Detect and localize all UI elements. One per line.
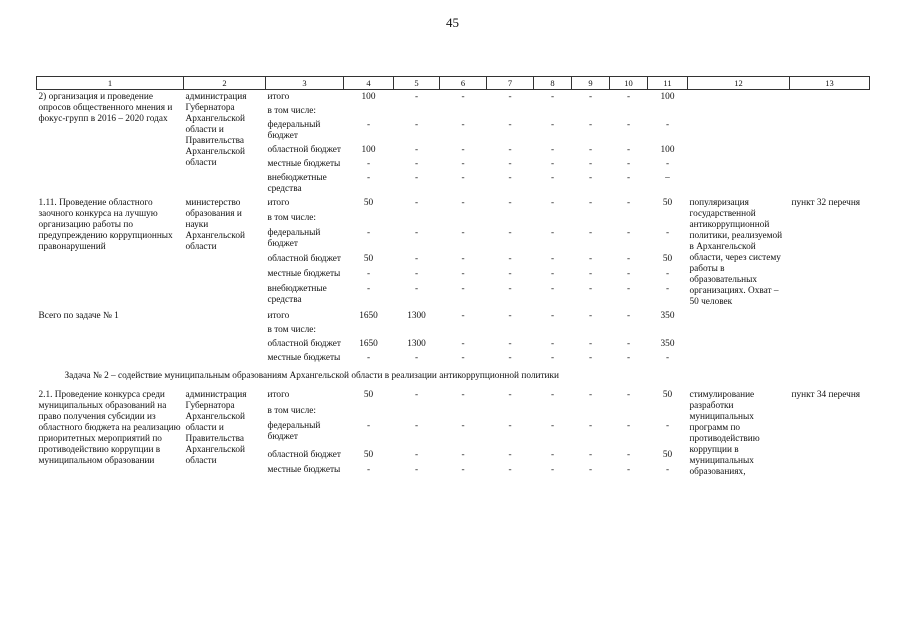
amount-cell [487,323,534,337]
amount-cell: 350 [660,339,675,349]
amount-cell: - [461,92,465,102]
amount-cell: - [508,311,512,321]
amount-cell: 1650 [359,311,378,321]
amount-cell: - [665,421,670,432]
measure-name: Всего по задаче № 1 [38,311,119,321]
amount-cell: - [508,198,512,208]
amount-cell: 50 [662,449,673,460]
amount-cell: - [550,421,555,432]
amount-cell: - [588,120,593,130]
amount-cell: - [588,390,593,400]
amount-cell: 100 [361,145,376,155]
amount-cell: - [414,449,419,460]
executor: министерство образования и науки Архангельской области [185,198,245,252]
amount-cell [487,211,534,226]
funding-source: местные бюджеты [267,353,341,363]
column-number: 7 [487,77,534,90]
amount-cell: - [550,465,555,476]
amount-cell [440,323,487,337]
amount-cell: - [508,353,512,363]
amount-cell: - [508,465,512,476]
column-number: 3 [266,77,344,90]
amount-cell: - [508,227,512,238]
column-number: 6 [440,77,487,90]
amount-cell [610,323,648,337]
amount-cell: - [665,269,670,280]
amount-cell: - [626,390,631,400]
amount-cell: - [508,269,512,280]
amount-cell: 1300 [407,311,426,321]
amount-cell [440,211,487,226]
amount-cell [487,404,534,420]
amount-cell: - [588,145,593,155]
amount-cell [440,104,487,118]
amount-cell [534,211,572,226]
amount-cell: - [588,449,593,460]
measure-name: 2) организация и проведение опросов общественного мнения и фокус-групп в 2016 – 2020 годах [38,92,173,124]
amount-cell: - [461,311,465,321]
amount-cell: - [461,339,465,349]
table-row [37,309,870,323]
amount-cell: - [366,421,371,432]
executor: администрация Губернатора Архангельской области и Правительства Архангельской области [185,390,247,466]
amount-cell [648,211,688,226]
amount-cell: - [588,198,593,208]
amount-cell: - [461,421,465,432]
amount-cell: - [461,173,465,183]
amount-cell: - [588,269,593,280]
amount-cell: - [626,353,631,363]
amount-cell: - [626,159,631,169]
amount-cell: - [550,173,555,183]
amount-cell: - [366,465,371,476]
amount-cell: - [366,120,371,130]
funding-source: федеральный бюджет [267,120,321,141]
amount-cell: - [626,227,631,238]
amount-cell: - [550,145,555,155]
amount-cell [394,211,440,226]
amount-cell: - [665,159,670,169]
amount-cell: - [414,92,419,102]
amount-cell: - [508,145,512,155]
amount-cell: - [588,159,593,169]
amount-cell: - [461,198,465,208]
amount-cell [394,323,440,337]
amount-cell: - [626,145,631,155]
amount-cell: - [588,353,593,363]
amount-cell: - [626,269,631,280]
amount-cell: - [550,449,555,460]
amount-cell: 50 [662,254,673,265]
measure-name: 1.11. Проведение областного заочного конкурса на лучшую организацию работы по предупреждению коррупционных правонарушений [38,198,173,252]
amount-cell: - [665,284,670,295]
amount-cell: - [508,92,512,102]
amount-cell: - [550,353,555,363]
column-number: 12 [688,77,790,90]
amount-cell [572,211,610,226]
amount-cell: 50 [363,449,374,460]
amount-cell: - [366,284,371,295]
amount-cell: - [588,284,593,295]
amount-cell: - [461,254,465,265]
amount-cell: - [550,227,555,238]
amount-cell [572,404,610,420]
amount-cell: - [414,198,419,208]
amount-cell [344,323,394,337]
amount-cell: - [366,353,371,363]
funding-source: областной бюджет [267,145,341,155]
amount-cell: - [665,465,670,476]
amount-cell: - [550,159,555,169]
column-number: 1 [37,77,184,90]
funding-source: итого [267,198,290,208]
column-number: 4 [344,77,394,90]
amount-cell: - [414,353,419,363]
amount-cell [572,104,610,118]
amount-cell: - [588,173,593,183]
funding-source: местные бюджеты [267,269,341,280]
amount-cell: - [588,311,593,321]
amount-cell: 1650 [359,339,378,349]
amount-cell: 100 [660,92,675,102]
amount-cell: - [588,421,593,432]
amount-cell: - [414,159,419,169]
amount-cell: - [665,227,670,238]
amount-cell: - [588,465,593,476]
column-number: 8 [534,77,572,90]
funding-source: областной бюджет [267,449,341,460]
funding-source: в том числе: [267,106,316,116]
amount-cell [487,104,534,118]
amount-cell: 50 [662,198,673,208]
amount-cell: - [550,311,555,321]
amount-cell: - [508,159,512,169]
amount-cell: - [461,449,465,460]
amount-cell: - [508,120,512,130]
amount-cell [610,104,648,118]
plan-reference [790,90,870,197]
amount-cell: - [414,421,419,432]
amount-cell: - [461,120,465,130]
funding-source: внебюджетные средства [267,173,327,194]
amount-cell: - [366,269,371,280]
amount-cell: - [414,390,419,400]
amount-cell: – [665,173,670,183]
amount-cell: - [461,159,465,169]
amount-cell: - [461,465,465,476]
amount-cell: - [626,449,631,460]
amount-cell: - [550,120,555,130]
funding-source: областной бюджет [267,339,341,349]
amount-cell: - [588,339,593,349]
amount-cell: - [550,198,555,208]
measure-name: 2.1. Проведение конкурса среди муниципальных образований на право получения субсидии из областного бюджета на реализацию приоритетных мероприятий по противодействию коррупции в муниципальном образовании [38,390,181,466]
amount-cell: - [414,465,419,476]
amount-cell: - [414,145,419,155]
amount-cell: - [508,339,512,349]
amount-cell [394,404,440,420]
funding-source: итого [267,390,290,400]
plan-reference [790,309,870,365]
amount-cell: - [366,159,371,169]
funding-source: внебюджетные средства [267,284,327,306]
funding-source: местные бюджеты [267,465,341,476]
amount-cell: - [588,92,593,102]
amount-cell: 100 [361,92,376,102]
amount-cell: - [626,198,631,208]
funding-source: федеральный бюджет [267,421,321,443]
amount-cell: - [414,120,419,130]
executor: администрация Губернатора Архангельской области и Правительства Архангельской области [185,92,247,168]
amount-cell: - [366,227,371,238]
amount-cell: - [461,390,465,400]
task-heading-row [37,365,870,388]
plan-reference: пункт 32 перечня [791,198,861,208]
amount-cell [440,404,487,420]
amount-cell: 350 [660,311,675,321]
task-heading: Задача № 2 – содействие муниципальным образованиям Архангельской области в реализации антикоррупционной политики [64,371,560,381]
column-number-row [37,77,870,90]
amount-cell: - [665,353,670,363]
plan-reference: пункт 34 перечня [791,390,861,400]
column-number: 9 [572,77,610,90]
amount-cell: - [414,269,419,280]
table-row [37,388,870,404]
amount-cell [344,104,394,118]
amount-cell: - [366,173,371,183]
amount-cell: 50 [662,390,673,400]
amount-cell [610,211,648,226]
funding-source: в том числе: [267,405,316,416]
amount-cell [394,104,440,118]
funding-source: в том числе: [267,212,316,223]
funding-source: итого [267,92,290,102]
amount-cell: - [414,254,419,265]
amount-cell [648,404,688,420]
amount-cell: - [508,173,512,183]
funding-source: областной бюджет [267,254,341,265]
amount-cell: 50 [363,254,374,265]
amount-cell: - [508,284,512,295]
amount-cell: - [550,390,555,400]
amount-cell: - [461,227,465,238]
amount-cell: - [508,421,512,432]
amount-cell: 50 [363,198,374,208]
amount-cell: 100 [660,145,675,155]
amount-cell: - [550,254,555,265]
amount-cell: - [550,284,555,295]
table-row [37,90,870,105]
amount-cell [648,104,688,118]
amount-cell: - [626,284,631,295]
amount-cell: - [626,254,631,265]
amount-cell: - [626,120,631,130]
amount-cell: - [550,339,555,349]
amount-cell: - [461,284,465,295]
amount-cell: - [626,421,631,432]
page-number: 45 [446,15,459,30]
amount-cell: - [665,120,670,130]
funding-source: итого [267,311,290,321]
amount-cell: - [626,339,631,349]
amount-cell: - [461,145,465,155]
amount-cell: - [626,465,631,476]
amount-cell: - [508,390,512,400]
amount-cell [610,404,648,420]
column-number: 2 [184,77,266,90]
amount-cell: - [588,254,593,265]
budget-table [36,76,870,479]
expected-result [688,309,790,365]
amount-cell: - [414,227,419,238]
expected-result: стимулирование разработки муниципальных программ по противодействию коррупции в муниципальных образованиях, [689,390,760,477]
amount-cell: 50 [363,390,374,400]
amount-cell: - [414,284,419,295]
amount-cell: 1300 [407,339,426,349]
column-number: 5 [394,77,440,90]
amount-cell [344,404,394,420]
funding-source: федеральный бюджет [267,227,321,249]
column-number: 11 [648,77,688,90]
amount-cell: - [626,311,631,321]
amount-cell [648,323,688,337]
amount-cell [534,104,572,118]
amount-cell: - [508,254,512,265]
amount-cell: - [550,269,555,280]
amount-cell: - [588,227,593,238]
amount-cell: - [626,92,631,102]
column-number: 10 [610,77,648,90]
amount-cell: - [414,173,419,183]
amount-cell [344,211,394,226]
column-number: 13 [790,77,870,90]
funding-source: в том числе: [267,325,316,335]
amount-cell [534,404,572,420]
amount-cell: - [508,449,512,460]
expected-result [688,90,790,197]
amount-cell [572,323,610,337]
amount-cell: - [461,269,465,280]
amount-cell: - [550,92,555,102]
amount-cell: - [461,353,465,363]
funding-source: местные бюджеты [267,159,341,169]
amount-cell [534,323,572,337]
table-row [37,196,870,211]
executor [184,309,266,365]
amount-cell: - [626,173,631,183]
expected-result: популяризация государственной антикоррупционной политики, реализуемой в Архангельской области, через систему работы в образовательных организациях. Охват – 50 человек [689,198,783,307]
